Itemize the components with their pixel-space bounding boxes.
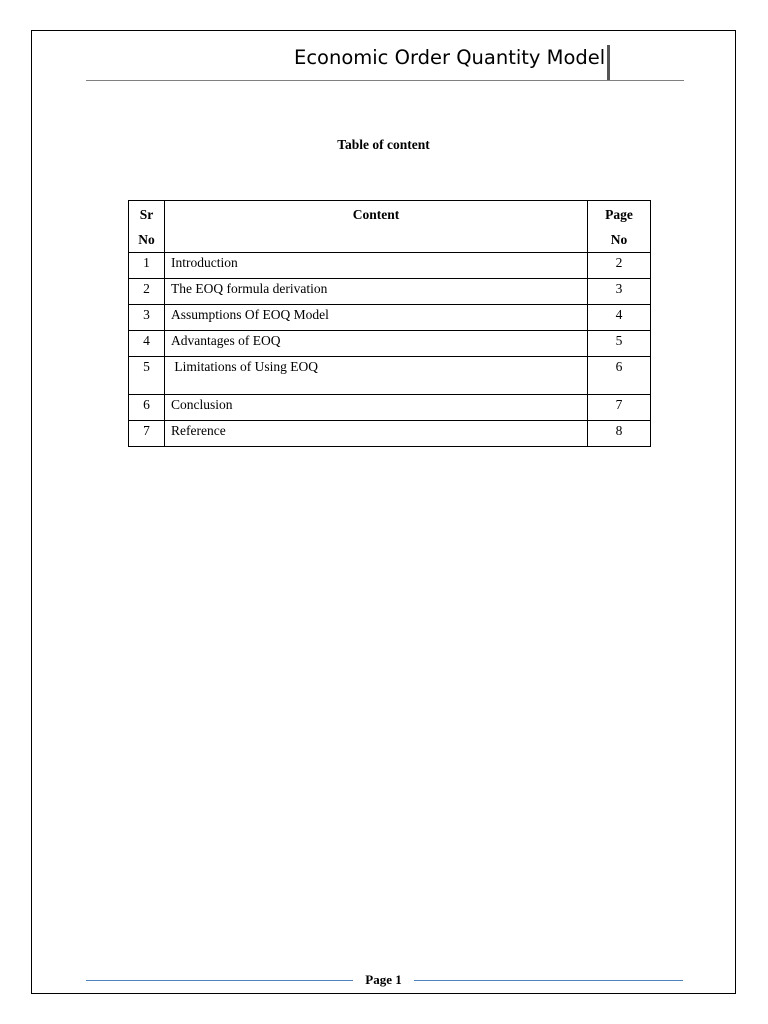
page-label-line1: Page xyxy=(605,207,633,222)
table-row xyxy=(129,331,651,357)
row-sr: 5 xyxy=(129,357,165,395)
row-content: Limitations of Using EOQ xyxy=(165,357,588,395)
row-content: Assumptions Of EOQ Model xyxy=(165,305,588,331)
row-sr: 7 xyxy=(129,421,165,447)
table-row xyxy=(129,253,651,279)
footer-rule-right xyxy=(414,980,683,981)
column-header-page-no xyxy=(588,201,651,253)
row-sr: 4 xyxy=(129,331,165,357)
row-page: 8 xyxy=(588,421,651,447)
header-rule xyxy=(86,80,684,81)
page-label-line2: No xyxy=(610,232,628,247)
row-page: 4 xyxy=(588,305,651,331)
toc-header-row xyxy=(129,201,651,253)
row-page: 5 xyxy=(588,331,651,357)
row-sr: 2 xyxy=(129,279,165,305)
header-title: Economic Order Quantity Model xyxy=(294,46,606,69)
row-sr: 6 xyxy=(129,395,165,421)
table-row xyxy=(129,395,651,421)
footer-rule-left xyxy=(86,980,353,981)
row-page: 6 xyxy=(588,357,651,395)
row-content: The EOQ formula derivation xyxy=(165,279,588,305)
row-content: Introduction xyxy=(165,253,588,279)
row-content: Conclusion xyxy=(165,395,588,421)
header-accent-bar xyxy=(607,45,610,80)
row-content: Advantages of EOQ xyxy=(165,331,588,357)
column-header-sr-no xyxy=(129,201,165,253)
table-row xyxy=(129,279,651,305)
document-page xyxy=(31,30,736,994)
table-row xyxy=(129,305,651,331)
row-page: 2 xyxy=(588,253,651,279)
row-page: 3 xyxy=(588,279,651,305)
sr-label-line1: Sr xyxy=(139,207,154,222)
toc-heading: Table of content xyxy=(337,137,430,152)
table-row xyxy=(129,357,651,395)
row-sr: 3 xyxy=(129,305,165,331)
row-content: Reference xyxy=(165,421,588,447)
sr-label-line2: No xyxy=(138,232,155,247)
row-page: 7 xyxy=(588,395,651,421)
footer-page-number: Page 1 xyxy=(365,972,402,987)
column-header-content: Content xyxy=(165,201,588,253)
table-row xyxy=(129,421,651,447)
row-sr: 1 xyxy=(129,253,165,279)
toc-table xyxy=(128,200,651,447)
